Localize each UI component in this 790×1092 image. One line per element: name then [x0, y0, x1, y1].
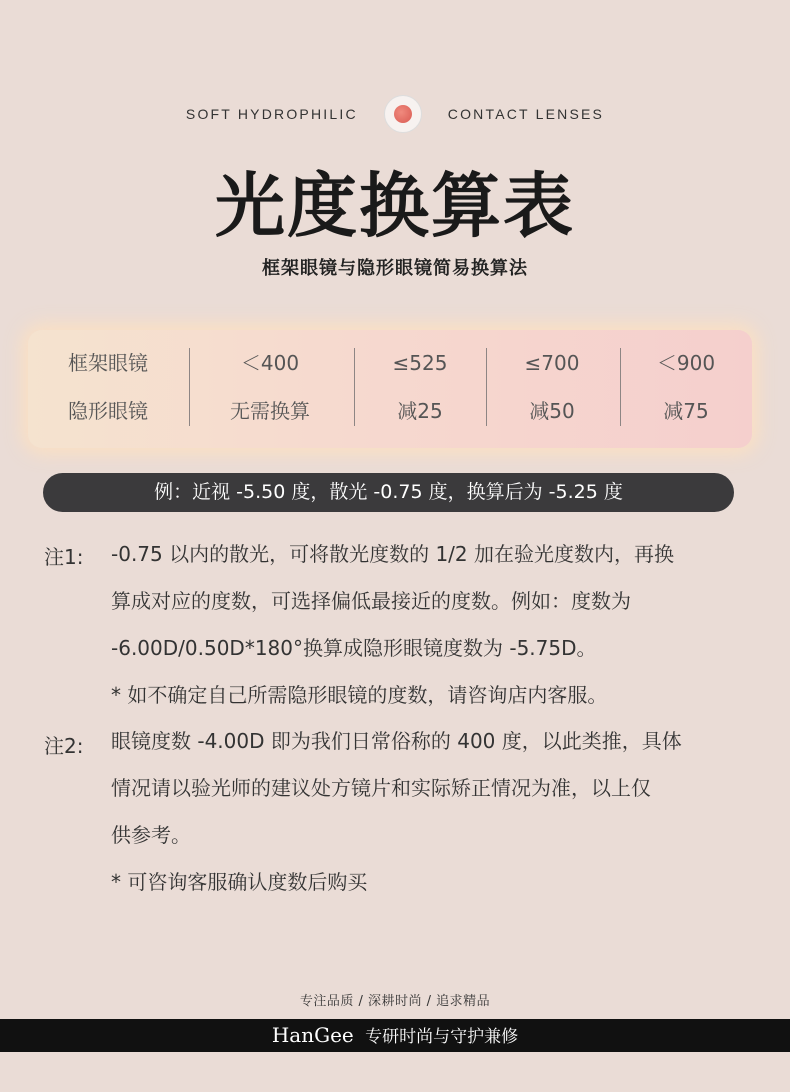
table-cell: 减25: [397, 399, 443, 423]
column-divider: [486, 348, 487, 426]
header-left-text: SOFT HYDROPHILIC: [185, 106, 358, 122]
conversion-table: [28, 330, 752, 448]
page-subtitle: 框架眼镜与隐形眼镜简易换算法: [262, 258, 528, 279]
note-1-label: 注1:: [44, 545, 84, 569]
note-2-label: 注2:: [44, 734, 84, 758]
brand-logo-icon: [384, 95, 422, 133]
table-cell: 框架眼镜: [68, 351, 148, 375]
note-line: 算成对应的度数，可选择偏低最接近的度数。例如：度数为: [111, 589, 631, 613]
header-right-text: CONTACT LENSES: [447, 106, 605, 122]
example-banner: 例：近视 -5.50 度，散光 -0.75 度，换算后为 -5.25 度: [43, 473, 734, 512]
footer-bar: [0, 1019, 790, 1052]
header-topline: [0, 104, 790, 124]
table-cell: ＜900: [656, 351, 716, 375]
note-2-text: [111, 718, 731, 906]
table-row-frame: [28, 343, 752, 383]
table-cell: 减75: [663, 399, 709, 423]
column-divider: [354, 348, 355, 426]
table-cell: ＜400: [240, 351, 300, 375]
footer-brand: HanGee: [271, 1023, 354, 1047]
note-line: * 可咨询客服确认度数后购买: [111, 870, 368, 894]
note-line: -0.75 以内的散光，可将散光度数的 1/2 加在验光度数内，再换: [111, 542, 675, 566]
table-cell: ≤525: [392, 351, 448, 375]
note-line: -6.00D/0.50D*180°换算成隐形眼镜度数为 -5.75D。: [111, 636, 597, 660]
column-divider: [189, 348, 190, 426]
table-cell: 隐形眼镜: [68, 399, 148, 423]
note-1-text: [111, 531, 731, 719]
table-cell: ≤700: [524, 351, 580, 375]
footer-tagline: 专注品质 / 深耕时尚 / 追求精品: [299, 994, 491, 1009]
footer-slogan: 专研时尚与守护兼修: [365, 1027, 519, 1047]
note-line: * 如不确定自己所需隐形眼镜的度数，请咨询店内客服。: [111, 683, 608, 707]
note-line: 眼镜度数 -4.00D 即为我们日常俗称的 400 度，以此类推，具体: [111, 729, 682, 753]
table-row-contact: [28, 391, 752, 431]
table-cell: 减50: [529, 399, 575, 423]
column-divider: [620, 348, 621, 426]
page-title: 光度换算表: [215, 164, 575, 247]
note-line: 情况请以验光师的建议处方镜片和实际矫正情况为准，以上仅: [111, 776, 651, 800]
note-line: 供参考。: [111, 823, 191, 847]
table-cell: 无需换算: [230, 399, 310, 423]
